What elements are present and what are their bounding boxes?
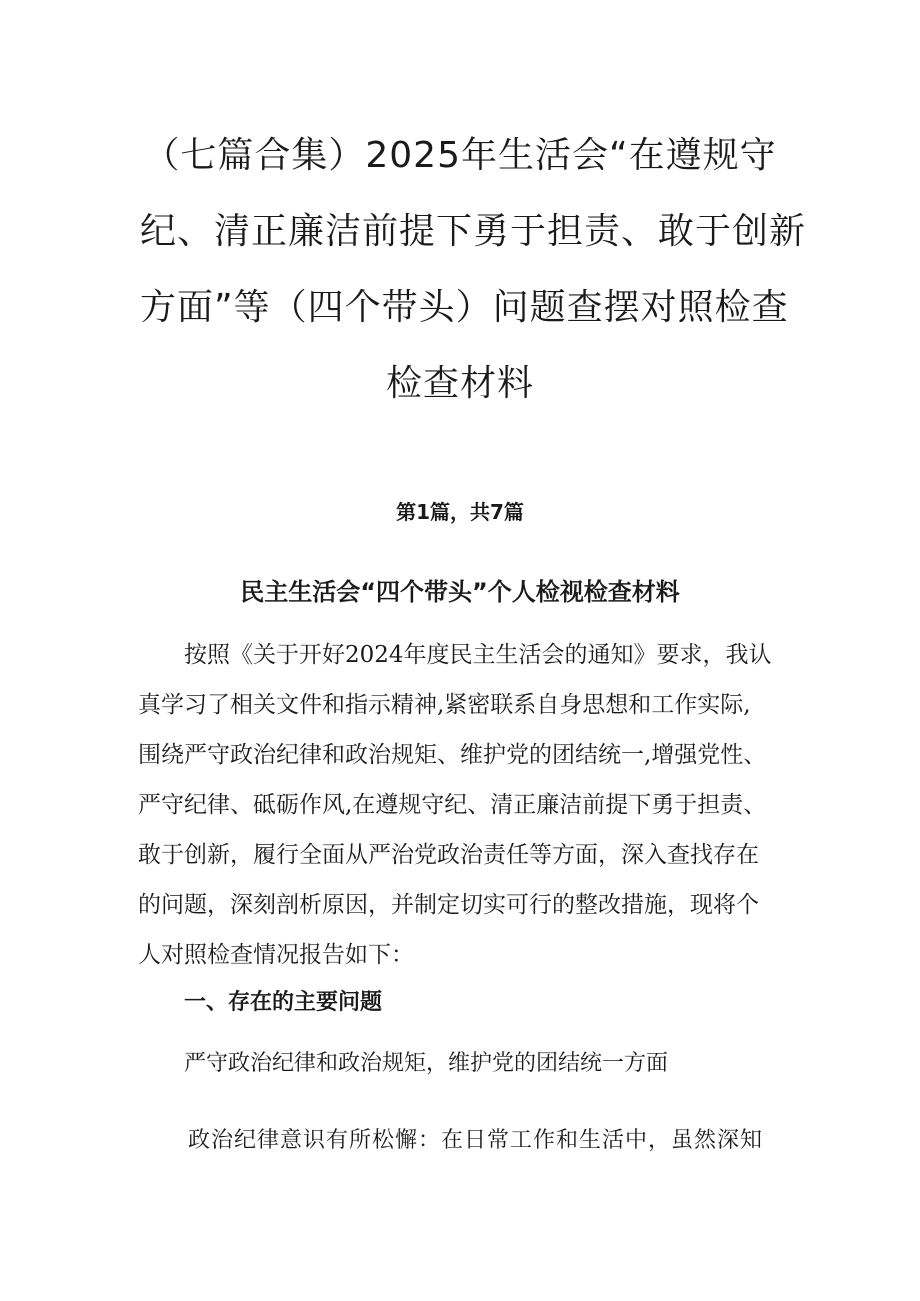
title-line: 检查材料	[385, 363, 534, 404]
document-title	[140, 118, 807, 422]
paragraph-line: 按照《关于开好2024年度民主生活会的通知》要求，我认	[184, 642, 772, 668]
paragraph-line: 严守纪律、砥砺作风,在遵规守纪、清正廉洁前提下勇于担责、	[138, 792, 767, 818]
paragraph-line: 围绕严守政治纪律和政治规矩、维护党的团结统一,增强党性、	[138, 742, 767, 768]
part-label: 第1篇，共7篇	[396, 500, 524, 524]
paragraph-line: 真学习了相关文件和指示精神,紧密联系自身思想和工作实际,	[138, 692, 751, 718]
intro-paragraph	[138, 630, 798, 980]
title-line: （七篇合集）2025年生活会“在遵规守	[143, 135, 777, 176]
section-heading: 一、存在的主要问题	[184, 990, 383, 1015]
title-line: 纪、清正廉洁前提下勇于担责、敢于创新	[140, 211, 807, 252]
document-subtitle: 民主生活会“四个带头”个人检视检查材料	[240, 578, 680, 606]
paragraph-line: 的问题，深刻剖析原因，并制定切实可行的整改措施，现将个	[138, 892, 759, 918]
title-line: 方面”等（四个带头）问题查摆对照检查	[140, 287, 789, 328]
body-paragraph: 政治纪律意识有所松懈：在日常工作和生活中，虽然深知	[188, 1128, 764, 1153]
sub-heading: 严守政治纪律和政治规矩，维护党的团结统一方面	[184, 1051, 669, 1076]
paragraph-line: 人对照检查情况报告如下：	[138, 942, 414, 968]
paragraph-line: 敢于创新，履行全面从严治党政治责任等方面，深入查找存在	[138, 842, 759, 868]
